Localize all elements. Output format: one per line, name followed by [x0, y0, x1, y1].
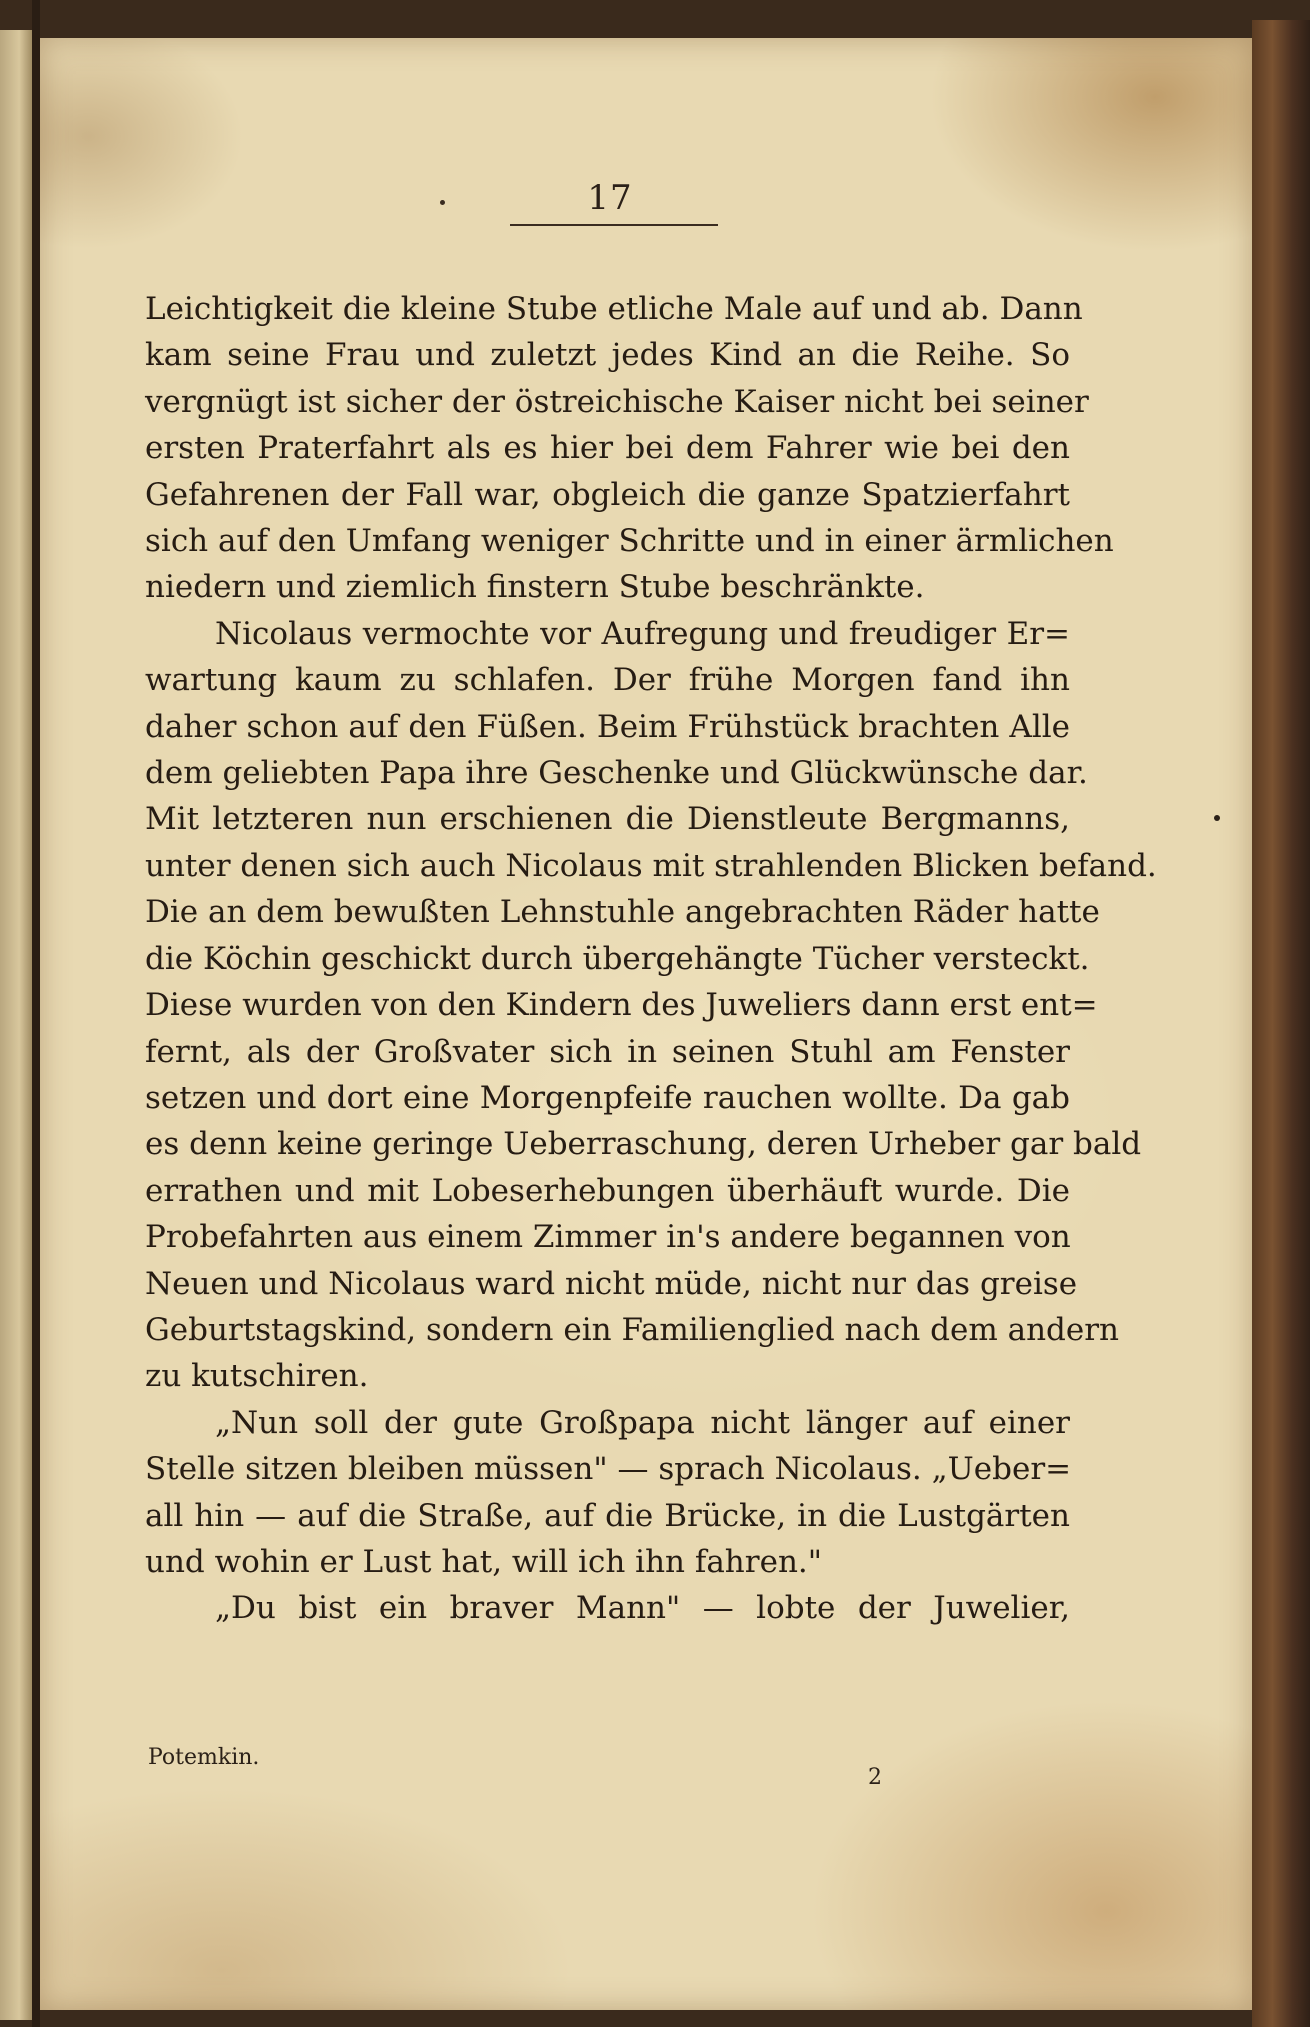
text-line: Nicolaus vermochte vor Aufregung und freudiger Er= [215, 615, 1070, 652]
text-line: und wohin er Lust hat, will ich ihn fahren." [145, 1543, 823, 1580]
text-line: setzen und dort eine Morgenpfeife rauchen wollte. Da gab [145, 1079, 1070, 1116]
text-line: es denn keine geringe Ueberraschung, deren Urheber gar bald [145, 1126, 1142, 1163]
book-gutter [32, 0, 40, 2027]
text-line: sich auf den Umfang weniger Schritte und in einer ärmlichen [145, 523, 1114, 560]
text-line: Probefahrten aus einem Zimmer in's andere begannen von [145, 1219, 1071, 1256]
text-line: ersten Praterfahrt als es hier bei dem Fahrer wie bei den [145, 430, 1070, 467]
text-line: Geburtstagskind, sondern ein Familienglied nach dem andern [145, 1311, 1120, 1348]
text-line: fernt, als der Großvater sich in seinen Stuhl am Fenster [145, 1033, 1070, 1070]
text-line: Die an dem bewußten Lehnstuhle angebrachten Räder hatte [145, 894, 1100, 931]
text-line: zu kutschiren. [145, 1358, 369, 1395]
text-line: kam seine Frau und zuletzt jedes Kind an die Reihe. So [145, 337, 1070, 374]
margin-dot [1214, 815, 1220, 821]
book-cover-edge [1252, 20, 1310, 2027]
text-line: Leichtigkeit die kleine Stube etliche Male auf und ab. Dann [145, 291, 1083, 327]
signature-mark: Potemkin. [148, 1745, 260, 1770]
text-line: niedern und ziemlich finstern Stube beschränkte. [145, 569, 925, 606]
text-line: Mit letzteren nun erschienen die Dienstleute Bergmanns, [145, 801, 1070, 838]
header-dot [440, 200, 445, 205]
text-line: errathen und mit Lobeserhebungen überhäuft wurde. Die [145, 1172, 1070, 1209]
text-line: Gefahrenen der Fall war, obgleich die ganze Spatzierfahrt [145, 476, 1070, 513]
text-line: „Du bist ein braver Mann" — lobte der Juwelier, [215, 1590, 1070, 1627]
header-rule [510, 224, 718, 226]
text-line: wartung kaum zu schlafen. Der frühe Morgen fand ihn [145, 662, 1070, 699]
text-line: dem geliebten Papa ihre Geschenke und Glückwünsche dar. [145, 755, 1088, 792]
text-line: Stelle sitzen bleiben müssen" — sprach Nicolaus. „Ueber= [145, 1451, 1072, 1488]
text-line: unter denen sich auch Nicolaus mit strahlenden Blicken befand. [145, 847, 1157, 884]
facing-page-edge [0, 30, 32, 2020]
text-line: Neuen und Nicolaus ward nicht müde, nicht nur das greise [145, 1265, 1078, 1302]
text-line: vergnügt ist sicher der östreichische Kaiser nicht bei seiner [145, 383, 1089, 420]
text-line: daher schon auf den Füßen. Beim Frühstück brachten Alle [145, 708, 1070, 745]
page-number: 17 [587, 178, 633, 218]
sheet-number: 2 [868, 1765, 882, 1790]
text-line: die Köchin geschickt durch übergehängte Tücher versteckt. [145, 940, 1090, 977]
body-text [145, 286, 1157, 1632]
text-line: all hin — auf die Straße, auf die Brücke, in die Lustgärten [145, 1497, 1070, 1534]
text-line: „Nun soll der gute Großpapa nicht länger auf einer [215, 1404, 1070, 1441]
text-line: Diese wurden von den Kindern des Juweliers dann erst ent= [145, 987, 1098, 1024]
